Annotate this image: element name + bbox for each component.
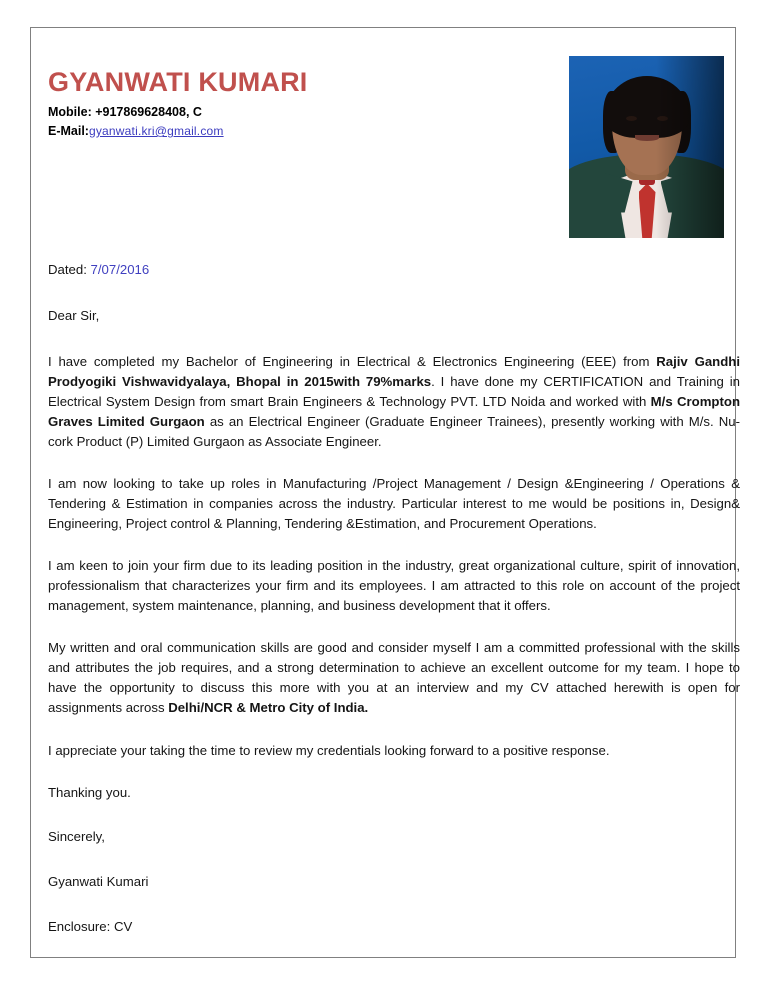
paragraph-skills xyxy=(48,638,740,718)
document-page xyxy=(30,27,740,958)
para1-part3: as an Electrical Engineer (Graduate Engineer Trainees), presently working with M/s. Nu-cork Product (P) Limited Gurgaon as Associate Engineer. xyxy=(48,413,740,449)
enclosure-line: Enclosure: CV xyxy=(48,918,133,934)
photo-shadow xyxy=(656,56,724,238)
sincerely-line: Sincerely, xyxy=(48,829,105,845)
page-title: GYANWATI KUMARI xyxy=(48,67,308,97)
para1-bold-company: M/s Crompton Graves Limited Gurgaon xyxy=(48,393,740,429)
paragraph-roles: I am now looking to take up roles in Manufacturing /Project Management / Design &Engineering / Operations & Tendering & Estimation in companies across the industry. Particular interest to me would be positions in, Design& Engineering, Project control & Planning, Tendering &Estimation, and Procurement Operations. xyxy=(48,475,740,532)
document-content xyxy=(48,68,740,937)
email-link[interactable]: gyanwati.kri@gmail.com xyxy=(88,124,224,139)
para1-part2: . I have done my CERTIFICATION and Training in Electrical System Design from smart Brain Engineers & Technology PVT. LTD Noida and worked with xyxy=(48,373,740,409)
para1-bold-university: Rajiv Gandhi Prodyogiki Vishwavidyalaya, Bhopal in 2015with 79%marks xyxy=(48,353,740,389)
para4-part1: My written and oral communication skills are good and consider myself I am a committed professional with the skills and attributes the job requires, and a strong determination to achieve an excellent outcome for my team. I hope to have the opportunity to discuss this more with you at an interview and my CV attached herewith is open for assignments across xyxy=(48,640,740,716)
mobile-label: Mobile: xyxy=(48,104,92,119)
applicant-photo xyxy=(569,56,724,238)
email-label: E-Mail: xyxy=(48,124,89,139)
paragraph-motivation: I am keen to join your firm due to its leading position in the industry, great organizational culture, spirit of innovation, professionalism that characterizes your firm and its employees. I am attracted to this role on account of the project management, system maintenance, planning, and business development that it offers. xyxy=(48,558,740,614)
paragraph-appreciation: I appreciate your taking the time to review my credentials looking forward to a positive response. xyxy=(48,742,610,758)
letterhead xyxy=(48,68,740,218)
thanking-line: Thanking you. xyxy=(48,784,131,800)
date-line xyxy=(48,260,740,280)
para1-part1: I have completed my Bachelor of Engineering in Electrical & Electronics Engineering (EEE) from xyxy=(48,353,657,369)
paragraph-experience xyxy=(48,352,740,452)
signature-name: Gyanwati Kumari xyxy=(48,874,149,890)
mobile-value: +917869628408, C xyxy=(91,104,202,119)
para4-bold-location: Delhi/NCR & Metro City of India. xyxy=(168,700,369,716)
date-label: Dated: xyxy=(48,262,91,277)
letter-body xyxy=(48,260,740,937)
date-value: 7/07/2016 xyxy=(90,262,150,277)
salutation: Dear Sir, xyxy=(48,307,100,323)
photo-eye-left xyxy=(626,116,637,121)
